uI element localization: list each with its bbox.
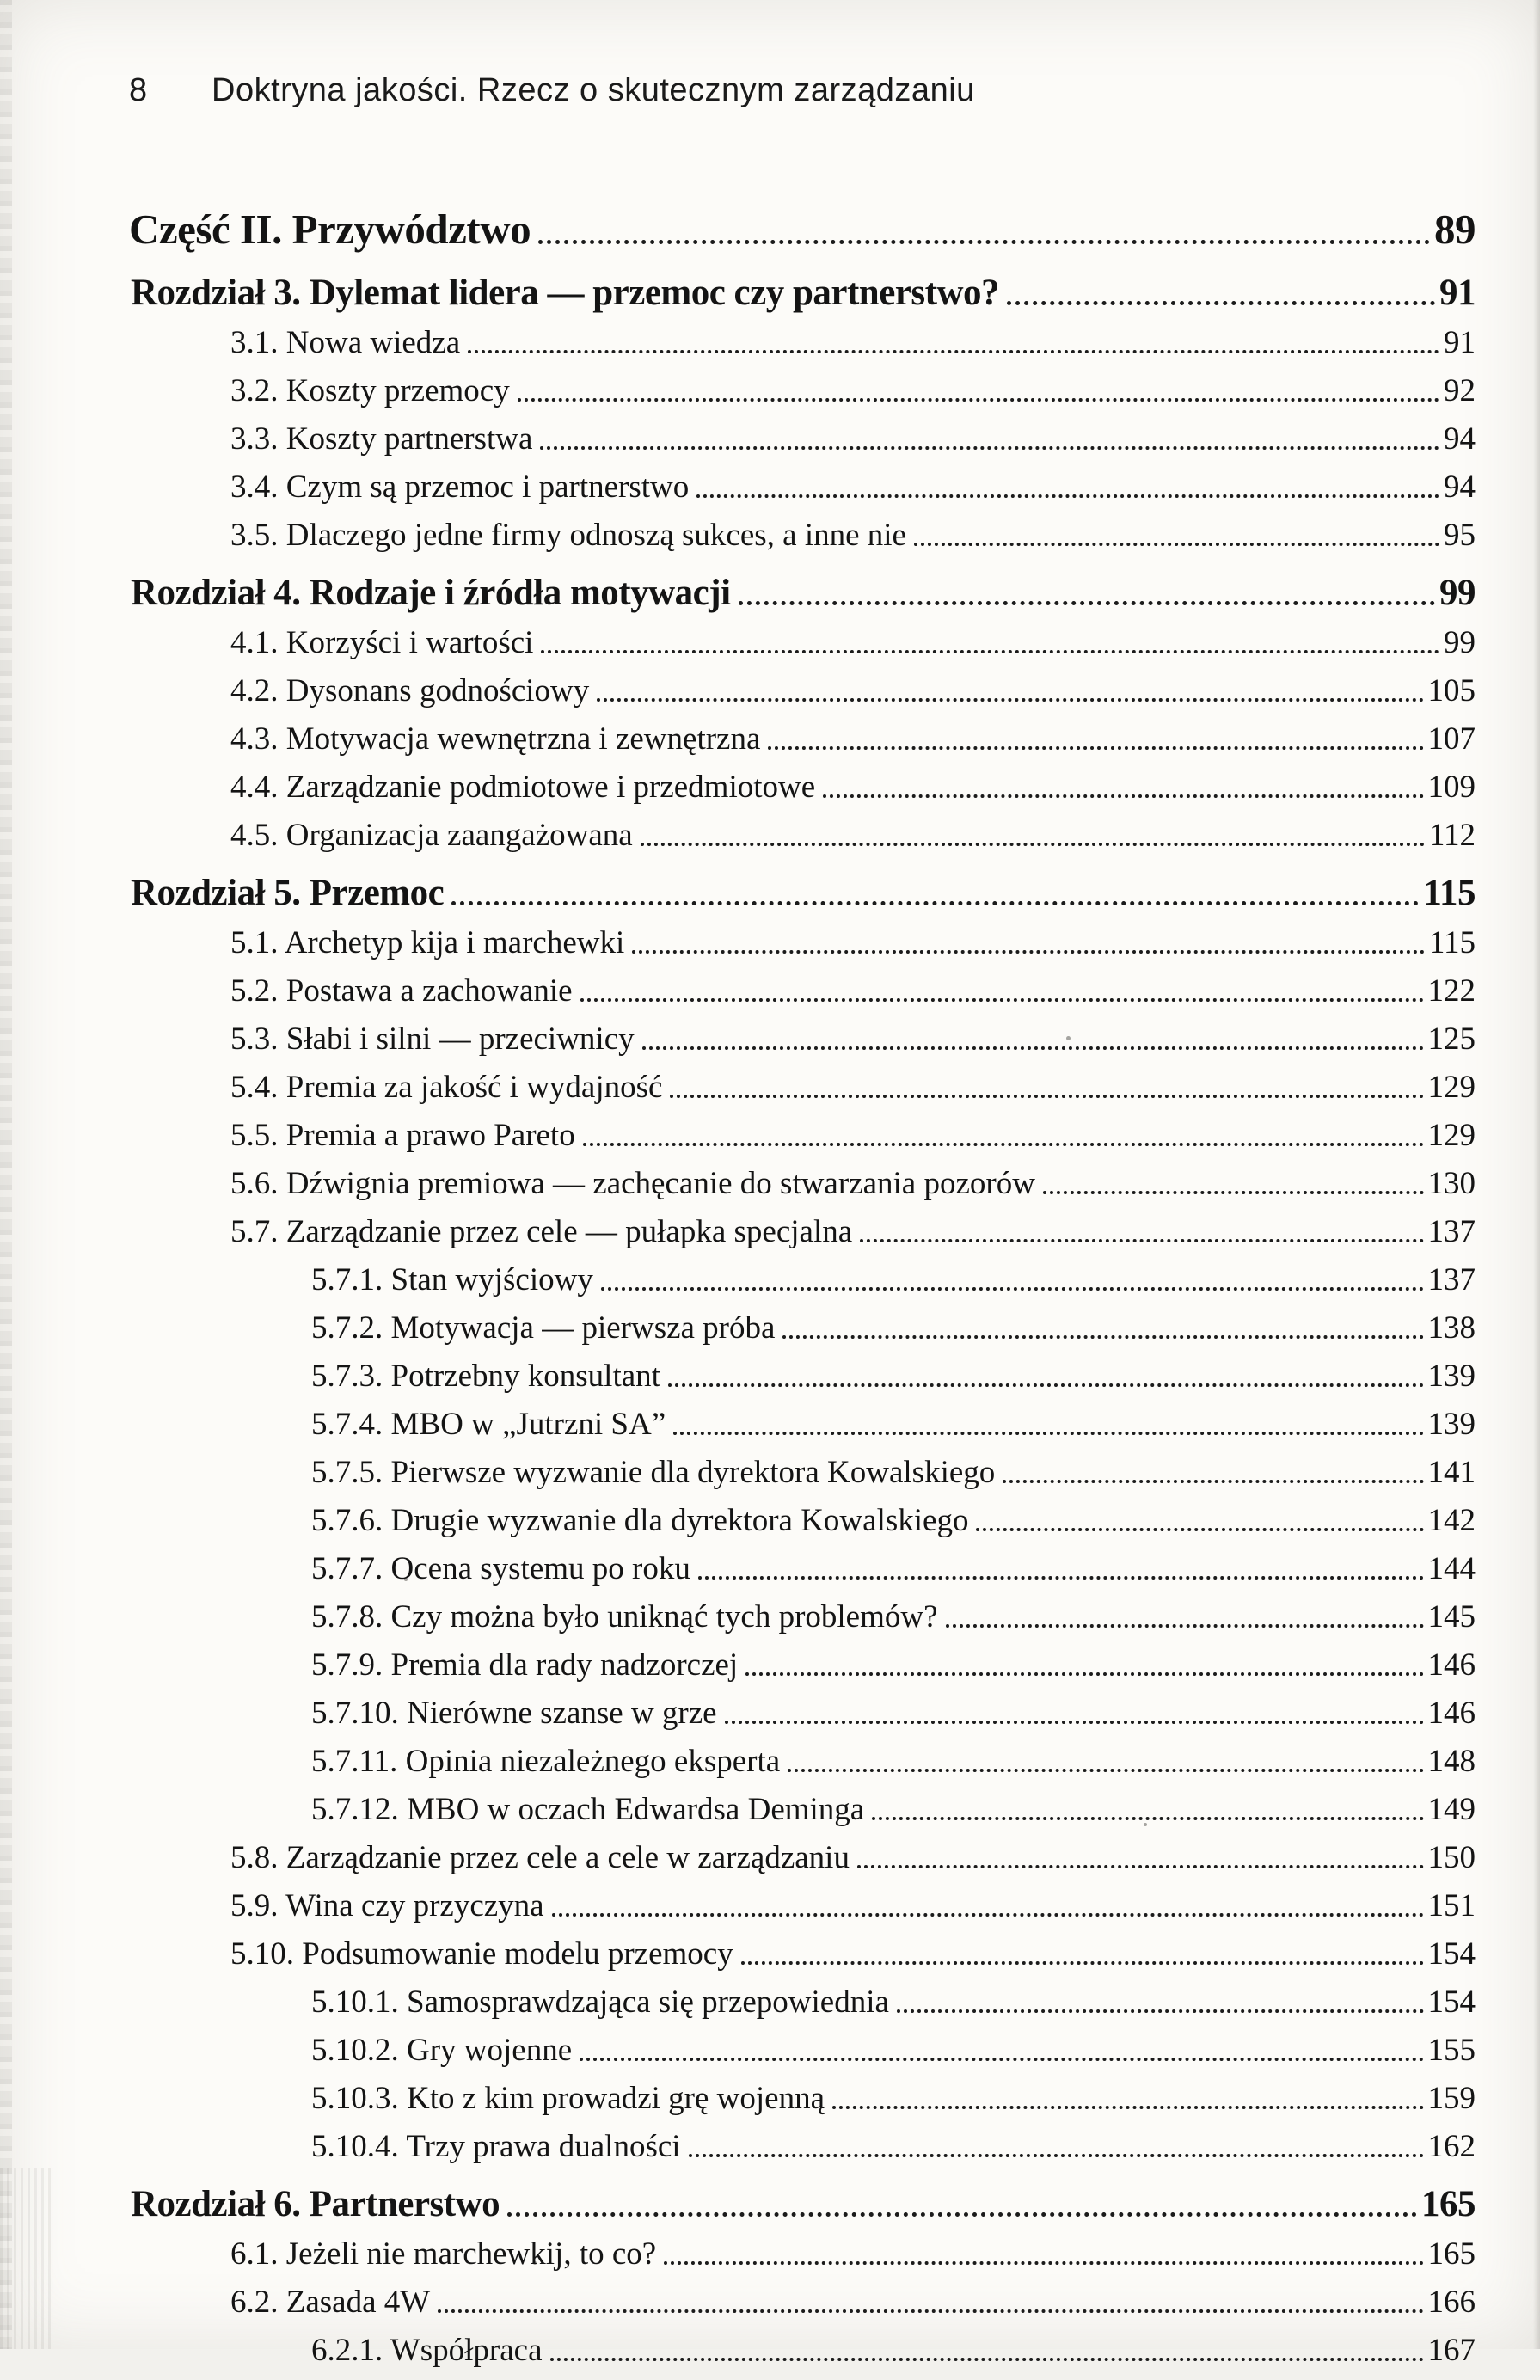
toc-entry (129, 1213, 1476, 1250)
toc-leader-dots (823, 794, 1423, 798)
toc-entry-page: 142 (1427, 1503, 1476, 1538)
toc-leader-dots (518, 398, 1439, 402)
toc-leader-dots (468, 350, 1439, 353)
running-head-book-title: Doktryna jakości. Rzecz o skutecznym zarządzaniu (212, 72, 975, 108)
toc-leader-dots (438, 2309, 1423, 2313)
toc-entry-page: 145 (1427, 1599, 1476, 1635)
toc-leader-dots (745, 1672, 1423, 1676)
toc-entry (129, 2284, 1476, 2321)
toc-entry-page: 141 (1427, 1455, 1476, 1490)
toc-entry (129, 1550, 1476, 1587)
toc-entry-page: 89 (1434, 205, 1476, 253)
toc-entry-page: 112 (1428, 818, 1476, 853)
toc-entry-page: 99 (1444, 625, 1476, 660)
toc-leader-dots (540, 446, 1439, 450)
toc-entry-label: 4.5. Organizacja zaangażowana (230, 818, 633, 853)
toc-leader-dots (664, 2261, 1423, 2265)
toc-leader-dots (507, 2212, 1417, 2217)
toc-entry (131, 872, 1476, 914)
toc-entry-page: 166 (1427, 2285, 1476, 2320)
toc-entry-label: 4.1. Korzyści i wartości (230, 625, 534, 660)
toc-entry-page: 129 (1427, 1118, 1476, 1153)
toc-entry (129, 1165, 1476, 1202)
toc-entry-page: 107 (1427, 721, 1476, 757)
toc-entry-label: 5.10.3. Kto z kim prowadzi grę wojenną (311, 2081, 825, 2116)
toc-leader-dots (538, 240, 1430, 244)
toc-leader-dots (580, 2058, 1423, 2061)
toc-entry-label: 5.1. Archetyp kija i marchewki (230, 925, 625, 960)
toc-entry (129, 1887, 1476, 1924)
toc-entry-label: 6.2. Zasada 4W (230, 2285, 431, 2320)
toc-leader-dots (1043, 1191, 1424, 1194)
toc-entry-page: 99 (1439, 573, 1476, 613)
toc-leader-dots (668, 1383, 1424, 1387)
toc-entry-page: 162 (1427, 2129, 1476, 2164)
toc-entry-page: 139 (1427, 1407, 1476, 1442)
toc-leader-dots (552, 1913, 1424, 1917)
toc-entry-label: 5.7.11. Opinia niezależnego eksperta (311, 1744, 781, 1779)
toc-entry (129, 1261, 1476, 1298)
toc-leader-dots (550, 2358, 1424, 2361)
toc-entry-label: 5.7.1. Stan wyjściowy (311, 1262, 593, 1297)
toc-leader-dots (632, 950, 1425, 954)
toc-leader-dots (976, 1528, 1423, 1531)
toc-entry-label: 4.4. Zarządzanie podmiotowe i przedmiotowe (230, 770, 816, 805)
toc-leader-dots (698, 1576, 1424, 1580)
toc-entry (129, 205, 1476, 254)
scan-left-edge-artifact (0, 0, 12, 2349)
toc-entry-label: 6.2.1. Współpraca (311, 2333, 543, 2368)
scan-right-edge-artifact (1533, 0, 1540, 2349)
toc-leader-dots (788, 1769, 1423, 1772)
toc-leader-dots (739, 601, 1435, 605)
toc-entry-label: 5.7. Zarządzanie przez cele — pułapka specjalna (230, 1214, 853, 1249)
toc-entry (129, 469, 1476, 506)
toc-entry-label: 5.10.1. Samosprawdzająca się przepowiednia (311, 1984, 889, 2020)
toc-entry (129, 2032, 1476, 2069)
toc-entry-page: 130 (1427, 1166, 1476, 1201)
toc-leader-dots (696, 494, 1439, 498)
toc-entry-label: 5.5. Premia a prawo Pareto (230, 1118, 575, 1153)
toc-entry-page: 115 (1428, 925, 1476, 960)
toc-entry-label: Rozdział 4. Rodzaje i źródła motywacji (131, 573, 731, 613)
toc-entry-page: 122 (1427, 973, 1476, 1009)
toc-entry (129, 1647, 1476, 1684)
toc-entry-label: 3.4. Czym są przemoc i partnerstwo (230, 469, 690, 505)
toc-entry-page: 105 (1427, 673, 1476, 708)
toc-entry-label: 5.7.7. Ocena systemu po roku (311, 1551, 690, 1586)
toc-leader-dots (914, 543, 1439, 546)
toc-leader-dots (897, 2009, 1424, 2013)
toc-entry-page: 137 (1427, 1214, 1476, 1249)
toc-entry-label: 5.4. Premia za jakość i wydajność (230, 1070, 663, 1105)
toc-entry-page: 92 (1444, 373, 1476, 408)
toc-entry-label: 5.7.3. Potrzebny konsultant (311, 1359, 660, 1394)
toc-leader-dots (857, 1865, 1424, 1868)
toc-entry-label: 3.2. Koszty przemocy (230, 373, 510, 408)
toc-entry (129, 517, 1476, 554)
toc-entry (129, 372, 1476, 409)
toc-entry (129, 1454, 1476, 1491)
toc-entry-page: 165 (1427, 2236, 1476, 2272)
toc-leader-dots (580, 998, 1424, 1002)
toc-entry (129, 1069, 1476, 1106)
toc-entry (129, 420, 1476, 457)
toc-entry (129, 324, 1476, 361)
toc-list (129, 205, 1476, 2380)
toc-entry-label: 4.2. Dysonans godnościowy (230, 673, 590, 708)
toc-entry-page: 165 (1421, 2184, 1476, 2224)
toc-entry (129, 817, 1476, 854)
toc-leader-dots (642, 1046, 1424, 1050)
toc-entry (129, 2332, 1476, 2369)
toc-entry-page: 129 (1427, 1070, 1476, 1105)
toc-entry-page: 94 (1444, 421, 1476, 457)
toc-leader-dots (872, 1817, 1423, 1820)
toc-leader-dots (641, 843, 1425, 846)
toc-entry-page: 151 (1427, 1888, 1476, 1923)
toc-entry (129, 1984, 1476, 2021)
toc-entry-label: 4.3. Motywacja wewnętrzna i zewnętrzna (230, 721, 761, 757)
toc-entry-label: 3.3. Koszty partnerstwa (230, 421, 533, 457)
toc-entry (129, 1406, 1476, 1443)
toc-entry-page: 91 (1444, 325, 1476, 360)
toc-entry-label: 5.7.4. MBO w „Jutrzni SA” (311, 1407, 666, 1442)
toc-entry (129, 1310, 1476, 1346)
toc-entry-page: 159 (1427, 2081, 1476, 2116)
toc-leader-dots (832, 2106, 1424, 2109)
toc-entry-page: 150 (1427, 1840, 1476, 1875)
toc-entry-label: Rozdział 3. Dylemat lidera — przemoc czy partnerstwo? (131, 273, 999, 313)
toc-entry (131, 2183, 1476, 2225)
toc-entry-page: 95 (1444, 518, 1476, 553)
toc-entry-label: 5.7.8. Czy można było uniknąć tych problemów? (311, 1599, 938, 1635)
toc-entry-page: 154 (1427, 1984, 1476, 2020)
toc-leader-dots (782, 1335, 1423, 1339)
toc-leader-dots (541, 650, 1439, 653)
toc-entry-page: 94 (1444, 469, 1476, 505)
toc-entry (129, 721, 1476, 758)
toc-entry (129, 1117, 1476, 1154)
toc-entry (129, 1358, 1476, 1395)
running-head (129, 72, 1454, 109)
toc-entry-label: 5.7.2. Motywacja — pierwsza próba (311, 1310, 776, 1346)
toc-leader-dots (768, 746, 1423, 750)
toc-entry-page: 139 (1427, 1359, 1476, 1394)
toc-entry-page: 115 (1423, 873, 1476, 913)
toc-entry-label: 5.8. Zarządzanie przez cele a cele w zarządzaniu (230, 1840, 850, 1875)
toc-entry-page: 154 (1427, 1936, 1476, 1972)
toc-entry-label: 5.6. Dźwignia premiowa — zachęcanie do stwarzania pozorów (230, 1166, 1035, 1201)
toc-entry-label: 5.7.12. MBO w oczach Edwardsa Deminga (311, 1792, 865, 1827)
toc-entry-page: 137 (1427, 1262, 1476, 1297)
toc-entry (129, 769, 1476, 806)
toc-leader-dots (946, 1624, 1424, 1628)
toc-entry (129, 1935, 1476, 1972)
toc-leader-dots (673, 1432, 1423, 1435)
toc-entry (129, 1502, 1476, 1539)
toc-entry-page: 91 (1439, 273, 1476, 313)
toc-entry-page: 144 (1427, 1551, 1476, 1586)
toc-leader-dots (689, 2154, 1424, 2157)
toc-entry (129, 1021, 1476, 1058)
toc-entry (131, 572, 1476, 614)
toc-entry (129, 672, 1476, 709)
toc-entry-label: Rozdział 6. Partnerstwo (131, 2184, 500, 2224)
toc-entry-page: 146 (1427, 1696, 1476, 1731)
scan-bottom-left-artifact (0, 2168, 53, 2349)
toc-leader-dots (725, 1721, 1424, 1724)
toc-entry (129, 2236, 1476, 2273)
toc-leader-dots (583, 1143, 1424, 1146)
toc-entry (129, 1791, 1476, 1828)
toc-entry (129, 1695, 1476, 1732)
toc-entry (129, 2080, 1476, 2117)
toc-leader-dots (741, 1961, 1424, 1965)
toc-entry (129, 1839, 1476, 1876)
toc-leader-dots (1007, 301, 1435, 305)
toc-entry (129, 1743, 1476, 1780)
toc-entry-label: 5.10.2. Gry wojenne (311, 2033, 573, 2068)
toc-entry-label: 3.1. Nowa wiedza (230, 325, 461, 360)
toc-leader-dots (451, 901, 1419, 905)
running-head-page-number: 8 (129, 72, 148, 108)
toc-entry-page: 155 (1427, 2033, 1476, 2068)
toc-entry-label: 5.2. Postawa a zachowanie (230, 973, 573, 1009)
toc-entry (131, 272, 1476, 314)
toc-entry-page: 167 (1427, 2333, 1476, 2368)
toc-leader-dots (670, 1095, 1423, 1098)
toc-entry-label: 5.10. Podsumowanie modelu przemocy (230, 1936, 733, 1972)
toc-entry-page: 109 (1427, 770, 1476, 805)
toc-entry (129, 624, 1476, 661)
toc-entry-label: 5.10.4. Trzy prawa dualności (311, 2129, 681, 2164)
toc-entry-label: Część II. Przywództwo (129, 205, 531, 253)
toc-entry-label: 3.5. Dlaczego jedne firmy odnoszą sukces, a inne nie (230, 518, 906, 553)
toc-entry-page: 149 (1427, 1792, 1476, 1827)
toc-entry-page: 146 (1427, 1647, 1476, 1683)
toc-entry-label: 5.7.5. Pierwsze wyzwanie dla dyrektora Kowalskiego (311, 1455, 996, 1490)
toc-entry-label: Rozdział 5. Przemoc (131, 873, 445, 913)
toc-entry-label: 6.1. Jeżeli nie marchewkij, to co? (230, 2236, 657, 2272)
toc-entry (129, 972, 1476, 1009)
toc-leader-dots (1003, 1480, 1423, 1483)
toc-entry (129, 2128, 1476, 2165)
toc-entry-page: 125 (1427, 1021, 1476, 1057)
toc-leader-dots (601, 1287, 1424, 1291)
toc-entry-page: 148 (1427, 1744, 1476, 1779)
toc-entry-label: 5.3. Słabi i silni — przeciwnicy (230, 1021, 635, 1057)
toc-entry-label: 5.7.10. Nierówne szanse w grze (311, 1696, 717, 1731)
toc-entry-page: 138 (1427, 1310, 1476, 1346)
toc-entry-label: 5.9. Wina czy przyczyna (230, 1888, 544, 1923)
toc-entry (129, 1598, 1476, 1635)
toc-leader-dots (860, 1239, 1423, 1242)
toc-entry-label: 5.7.9. Premia dla rady nadzorczej (311, 1647, 739, 1683)
toc-entry-label: 5.7.6. Drugie wyzwanie dla dyrektora Kowalskiego (311, 1503, 969, 1538)
toc-leader-dots (597, 698, 1423, 702)
toc-entry (129, 924, 1476, 961)
